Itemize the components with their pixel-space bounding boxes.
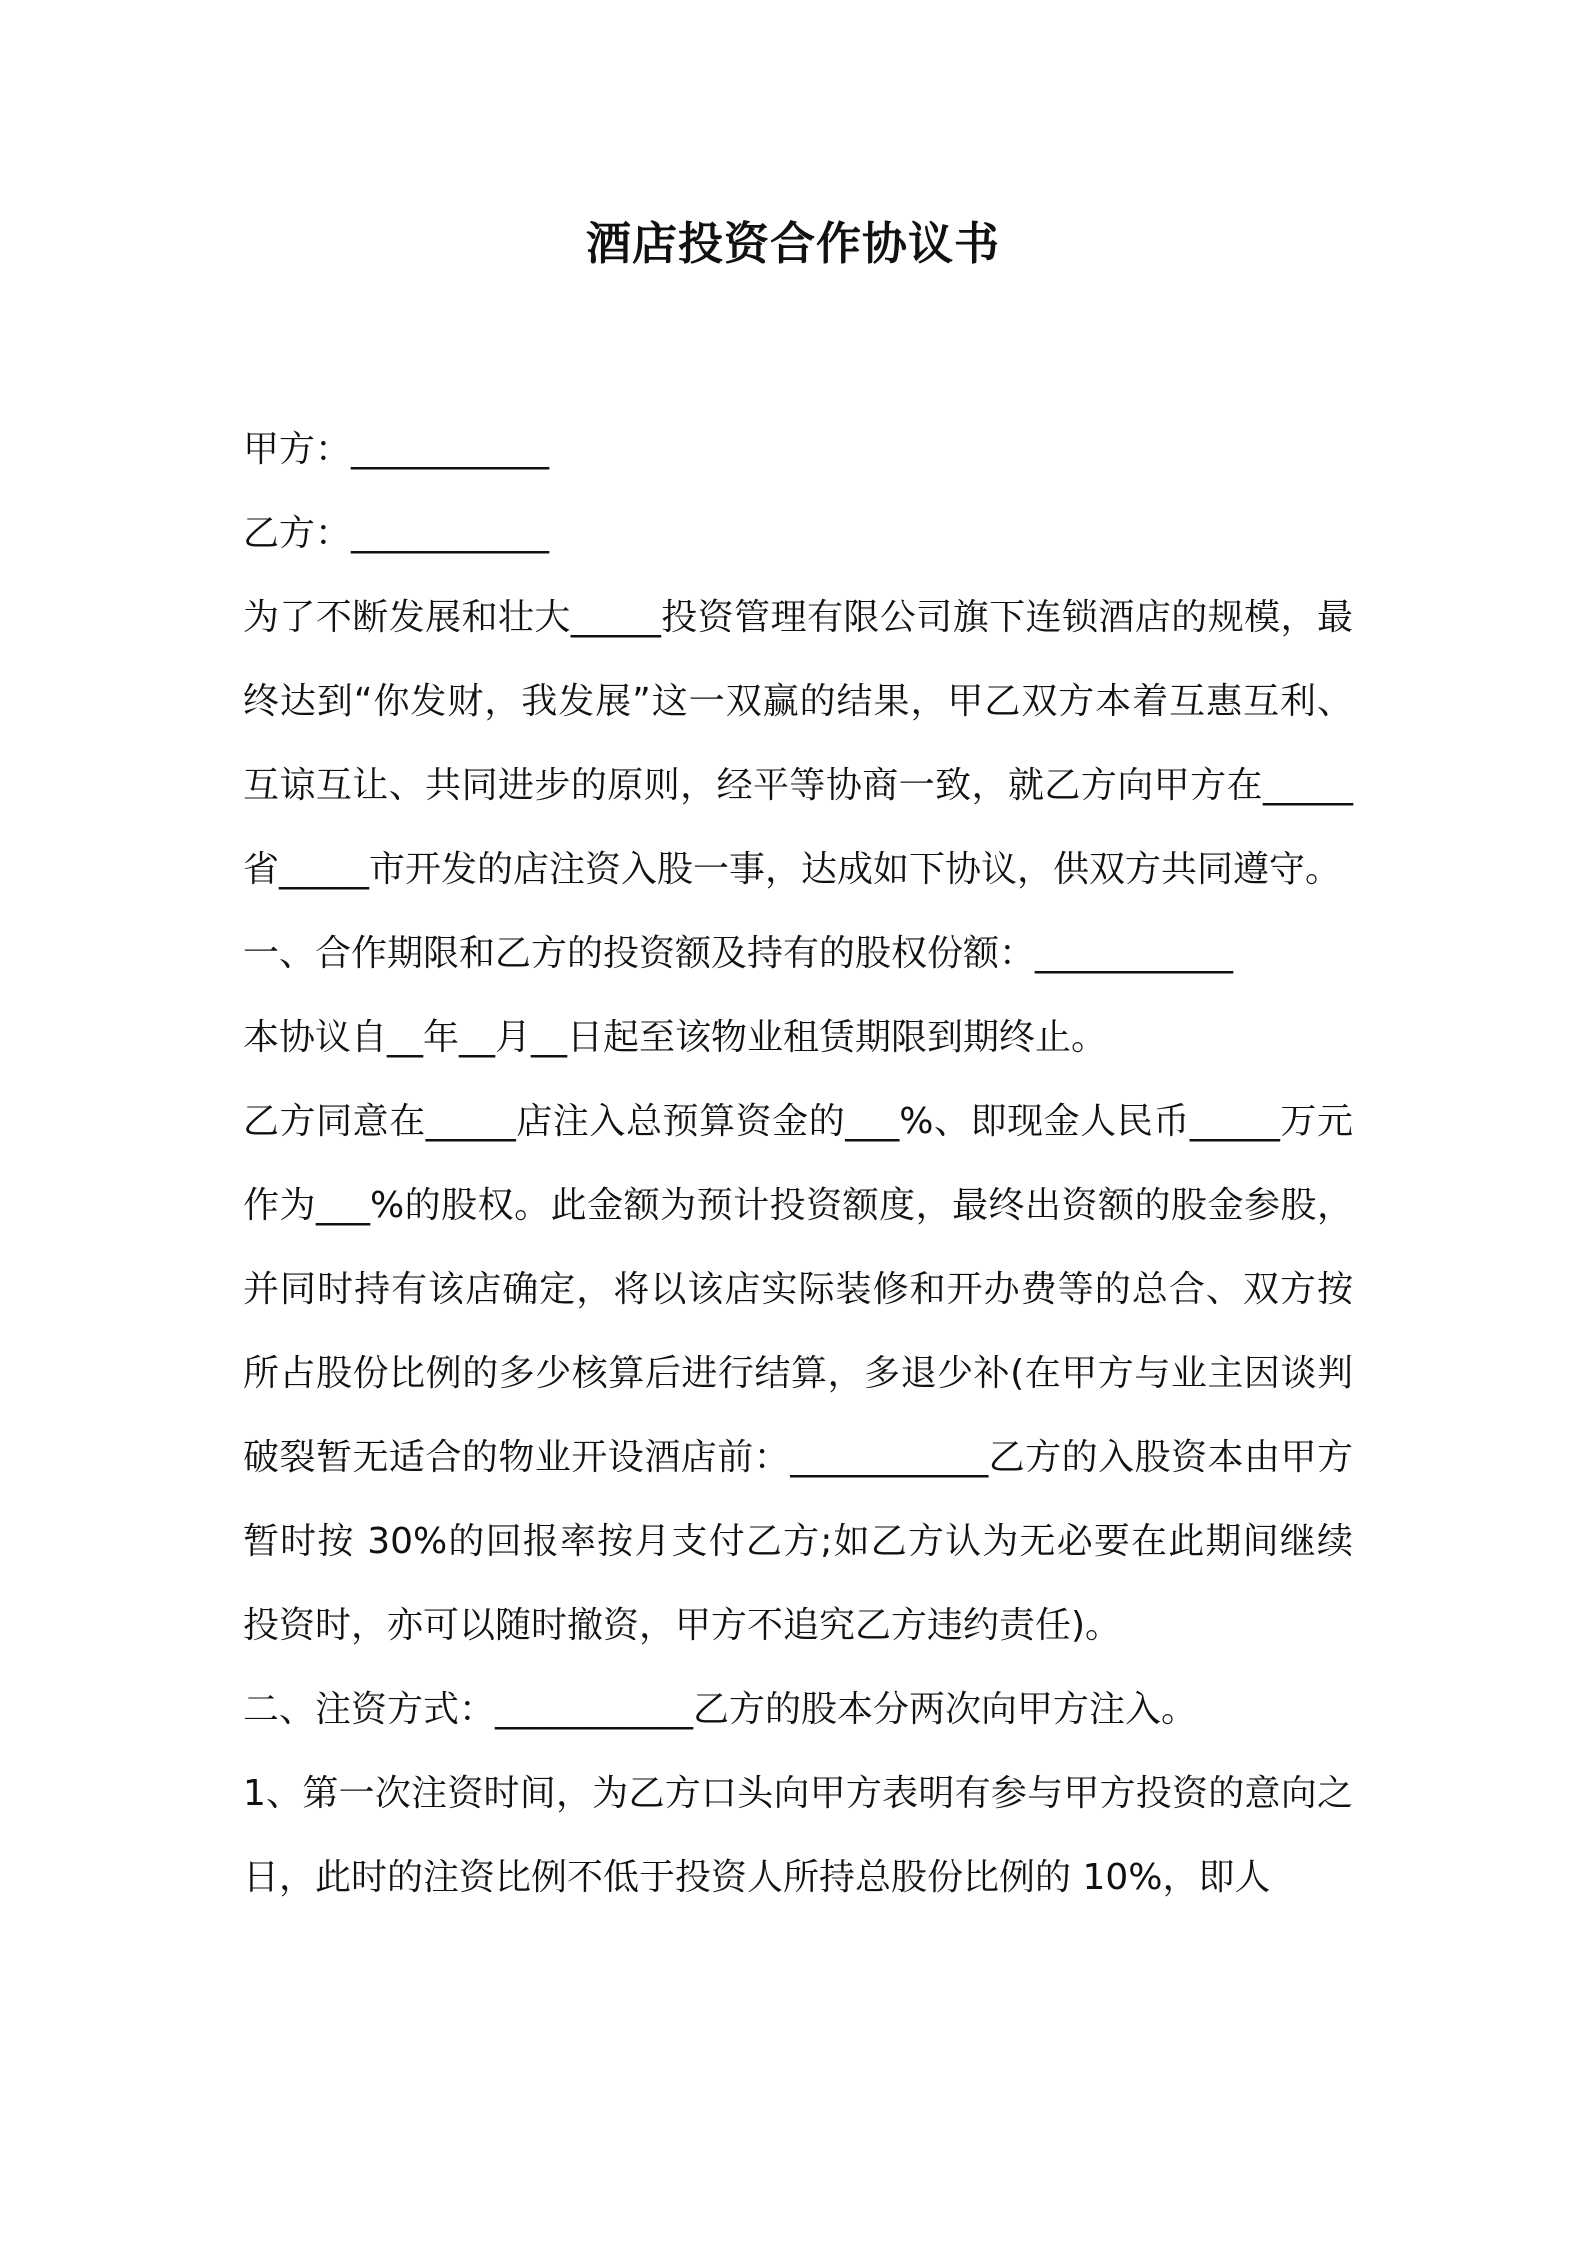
party-b-line: 乙方：___________ [243, 513, 550, 554]
document-body [243, 408, 1353, 1920]
party-a-line: 甲方：___________ [243, 429, 550, 470]
document-title: 酒店投资合作协议书 [585, 217, 1000, 270]
first-injection-paragraph: 1、第一次注资时间，为乙方口头向甲方表明有参与甲方投资的意向之日，此时的注资比例不低于投资人所持总股份比例的 10%，即人 [243, 1773, 1353, 1898]
term-paragraph: 本协议自__年__月__日起至该物业租赁期限到期终止。 [243, 1017, 1108, 1058]
investment-paragraph: 乙方同意在_____店注入总预算资金的___%、即现金人民币_____万元作为___%的股权。此金额为预计投资额度，最终出资额的股金参股，并同时持有该店确定，将以该店实际装修和开办费等的总合、双方按所占股份比例的多少核算后进行结算，多退少补(在甲方与业主因谈判破裂暂无适合的物业开设酒店前：___________乙方的入股资本由甲方暂时按 30%的回报率按月支付乙方;如乙方认为无必要在此期间继续投资时，亦可以随时撤资，甲方不追究乙方违约责任)。 [243, 1101, 1353, 1646]
preamble-paragraph: 为了不断发展和壮大_____投资管理有限公司旗下连锁酒店的规模，最终达到“你发财，我发展”这一双赢的结果，甲乙双方本着互惠互利、互谅互让、共同进步的原则，经平等协商一致，就乙方向甲方在_____省_____市开发的店注资入股一事，达成如下协议，供双方共同遵守。 [243, 597, 1353, 890]
section-1-heading: 一、合作期限和乙方的投资额及持有的股权份额：___________ [243, 933, 1234, 974]
section-2-heading: 二、注资方式：___________乙方的股本分两次向甲方注入。 [243, 1689, 1198, 1730]
